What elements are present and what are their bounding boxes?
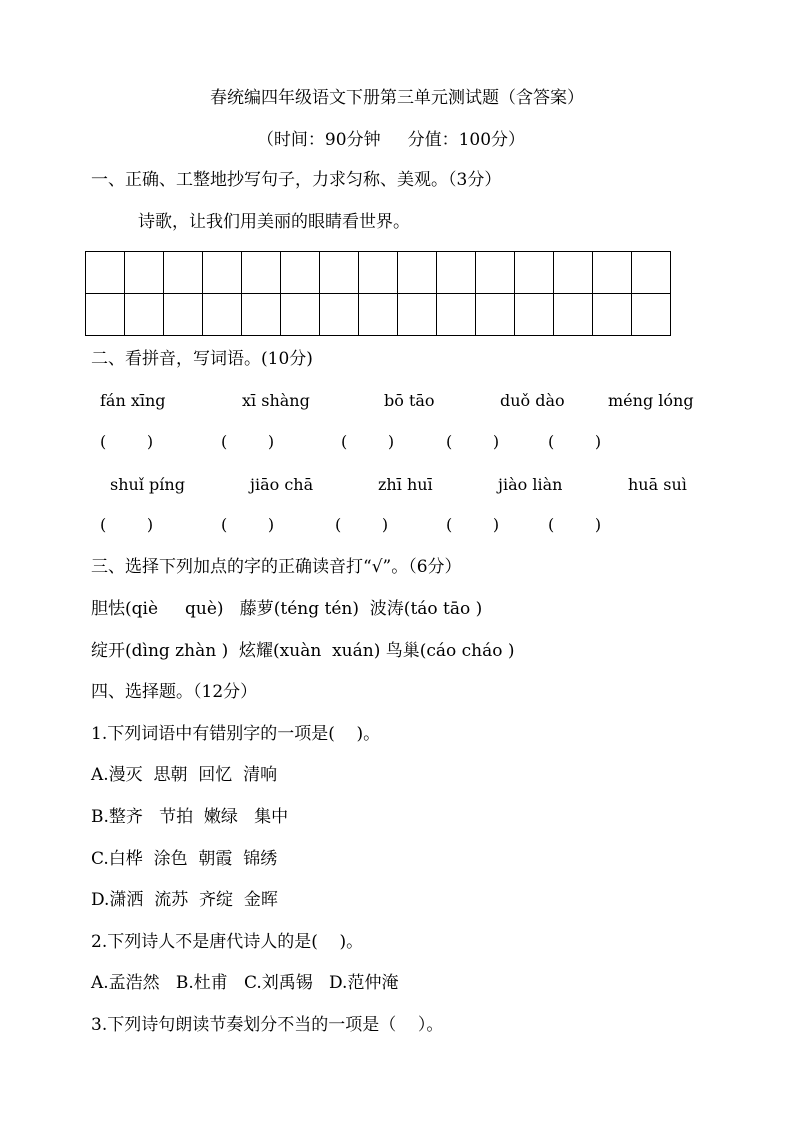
section3-heading: 三、选择下列加点的字的正确读音打“√”。（6分） — [91, 557, 462, 577]
grid-cell[interactable] — [515, 294, 554, 336]
grid-row — [86, 294, 671, 336]
question-1: 1.下列词语中有错别字的一项是( )。 — [91, 724, 381, 744]
pinyin-1: fán xīng — [100, 391, 166, 410]
grid-cell[interactable] — [476, 294, 515, 336]
page-subtitle: （时间：90分钟 分值：100分） — [256, 130, 526, 150]
grid-cell[interactable] — [281, 294, 320, 336]
q1-option-d: D.潇洒 流苏 齐绽 金晖 — [91, 890, 278, 910]
section2-heading: 二、看拼音，写词语。(10分) — [91, 349, 313, 369]
grid-cell[interactable] — [242, 252, 281, 294]
answer-blank[interactable]: ( ) — [221, 515, 275, 534]
writing-grid — [85, 251, 671, 336]
pronunciation-line-2: 绽开(dìng zhàn ) 炫耀(xuàn xuán) 鸟巢(cáo cháo ) — [91, 641, 515, 661]
grid-cell[interactable] — [242, 294, 281, 336]
question-2: 2.下列诗人不是唐代诗人的是( )。 — [91, 932, 364, 952]
grid-cell[interactable] — [320, 294, 359, 336]
grid-cell[interactable] — [359, 252, 398, 294]
grid-cell[interactable] — [86, 252, 125, 294]
grid-cell[interactable] — [281, 252, 320, 294]
grid-cell[interactable] — [398, 252, 437, 294]
answer-blank[interactable]: ( ) — [341, 432, 395, 451]
pinyin-2: xī shàng — [242, 391, 310, 410]
page-title: 春统编四年级语文下册第三单元测试题（含答案） — [210, 88, 584, 108]
pinyin-8: zhī huī — [378, 475, 433, 494]
answer-blank[interactable]: ( ) — [446, 432, 500, 451]
pinyin-6: shuǐ píng — [110, 475, 185, 494]
q2-options: A.孟浩然 B.杜甫 C.刘禹锡 D.范仲淹 — [91, 973, 399, 993]
question-3: 3.下列诗句朗读节奏划分不当的一项是（ ）。 — [91, 1015, 444, 1035]
pinyin-4: duǒ dào — [500, 391, 565, 410]
pinyin-3: bō tāo — [384, 391, 435, 410]
grid-cell[interactable] — [593, 252, 632, 294]
answer-blank[interactable]: ( ) — [548, 432, 602, 451]
grid-cell[interactable] — [593, 294, 632, 336]
pronunciation-line-1: 胆怯(qiè què) 藤萝(téng tén) 波涛(táo tāo ) — [91, 599, 483, 619]
grid-cell[interactable] — [203, 294, 242, 336]
grid-cell[interactable] — [86, 294, 125, 336]
pinyin-10: huā suì — [628, 475, 687, 494]
copy-sentence: 诗歌，让我们用美丽的眼睛看世界。 — [138, 212, 410, 232]
grid-cell[interactable] — [359, 294, 398, 336]
answer-blank[interactable]: ( ) — [221, 432, 275, 451]
pinyin-9: jiào liàn — [498, 475, 563, 494]
grid-cell[interactable] — [515, 252, 554, 294]
section1-heading: 一、正确、工整地抄写句子，力求匀称、美观。（3分） — [91, 170, 502, 190]
answer-blank[interactable]: ( ) — [100, 432, 154, 451]
q1-option-c: C.白桦 涂色 朝霞 锦绣 — [91, 849, 278, 869]
section4-heading: 四、选择题。（12分） — [91, 682, 258, 702]
grid-cell[interactable] — [164, 294, 203, 336]
q1-option-b: B.整齐 节拍 嫩绿 集中 — [91, 807, 289, 827]
answer-blank[interactable]: ( ) — [548, 515, 602, 534]
pinyin-5: méng lóng — [608, 391, 694, 410]
grid-cell[interactable] — [554, 294, 593, 336]
grid-cell[interactable] — [398, 294, 437, 336]
answer-blank[interactable]: ( ) — [100, 515, 154, 534]
q1-option-a: A.漫灭 思朝 回忆 清响 — [91, 765, 278, 785]
grid-cell[interactable] — [164, 252, 203, 294]
grid-cell[interactable] — [320, 252, 359, 294]
pinyin-7: jiāo chā — [250, 475, 314, 494]
grid-cell[interactable] — [203, 252, 242, 294]
grid-cell[interactable] — [554, 252, 593, 294]
grid-cell[interactable] — [476, 252, 515, 294]
grid-cell[interactable] — [437, 252, 476, 294]
grid-row — [86, 252, 671, 294]
answer-blank[interactable]: ( ) — [446, 515, 500, 534]
grid-cell[interactable] — [125, 252, 164, 294]
grid-cell[interactable] — [632, 294, 671, 336]
answer-blank[interactable]: ( ) — [335, 515, 389, 534]
grid-cell[interactable] — [125, 294, 164, 336]
grid-cell[interactable] — [437, 294, 476, 336]
grid-cell[interactable] — [632, 252, 671, 294]
